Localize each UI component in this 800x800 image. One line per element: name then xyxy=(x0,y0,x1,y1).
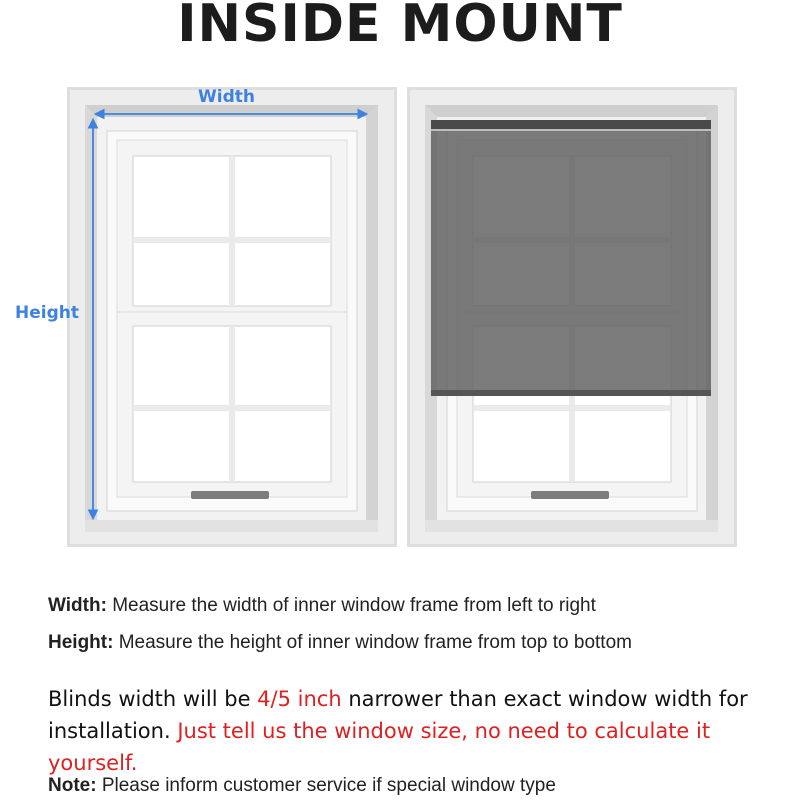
blinds-note-part3: installation. xyxy=(48,719,178,743)
width-label: Width xyxy=(198,87,255,107)
page-title: INSIDE MOUNT xyxy=(177,0,623,54)
width-instruction-label: Width: xyxy=(48,595,107,616)
bottom-rail xyxy=(431,390,711,396)
height-instruction-label: Height: xyxy=(48,632,114,653)
blinds-note-part2: narrower than exact window width for xyxy=(341,687,748,711)
width-instruction-text: Measure the width of inner window frame from left to right xyxy=(106,595,596,616)
special-window-note xyxy=(48,775,556,797)
note-text: Please inform customer service if special window type xyxy=(96,775,556,796)
width-instruction xyxy=(48,595,596,617)
height-label: Height xyxy=(15,303,79,323)
height-instruction xyxy=(48,632,632,654)
note-label: Note: xyxy=(48,775,97,796)
blinds-note-part1: Blinds width will be xyxy=(48,687,258,711)
roller-shade xyxy=(431,120,711,396)
sash-handle-icon xyxy=(191,491,269,499)
blinds-width-note xyxy=(48,683,798,779)
right-window xyxy=(407,87,737,547)
roller-headrail xyxy=(431,120,711,130)
sash-handle-icon xyxy=(531,491,609,499)
left-window xyxy=(67,87,397,547)
height-instruction-text: Measure the height of inner window frame from top to bottom xyxy=(113,632,632,653)
blinds-note-highlight: 4/5 inch xyxy=(257,687,342,711)
blinds-note-red-text: Just tell us the window size, no need to calculate it yourself. xyxy=(48,719,711,775)
